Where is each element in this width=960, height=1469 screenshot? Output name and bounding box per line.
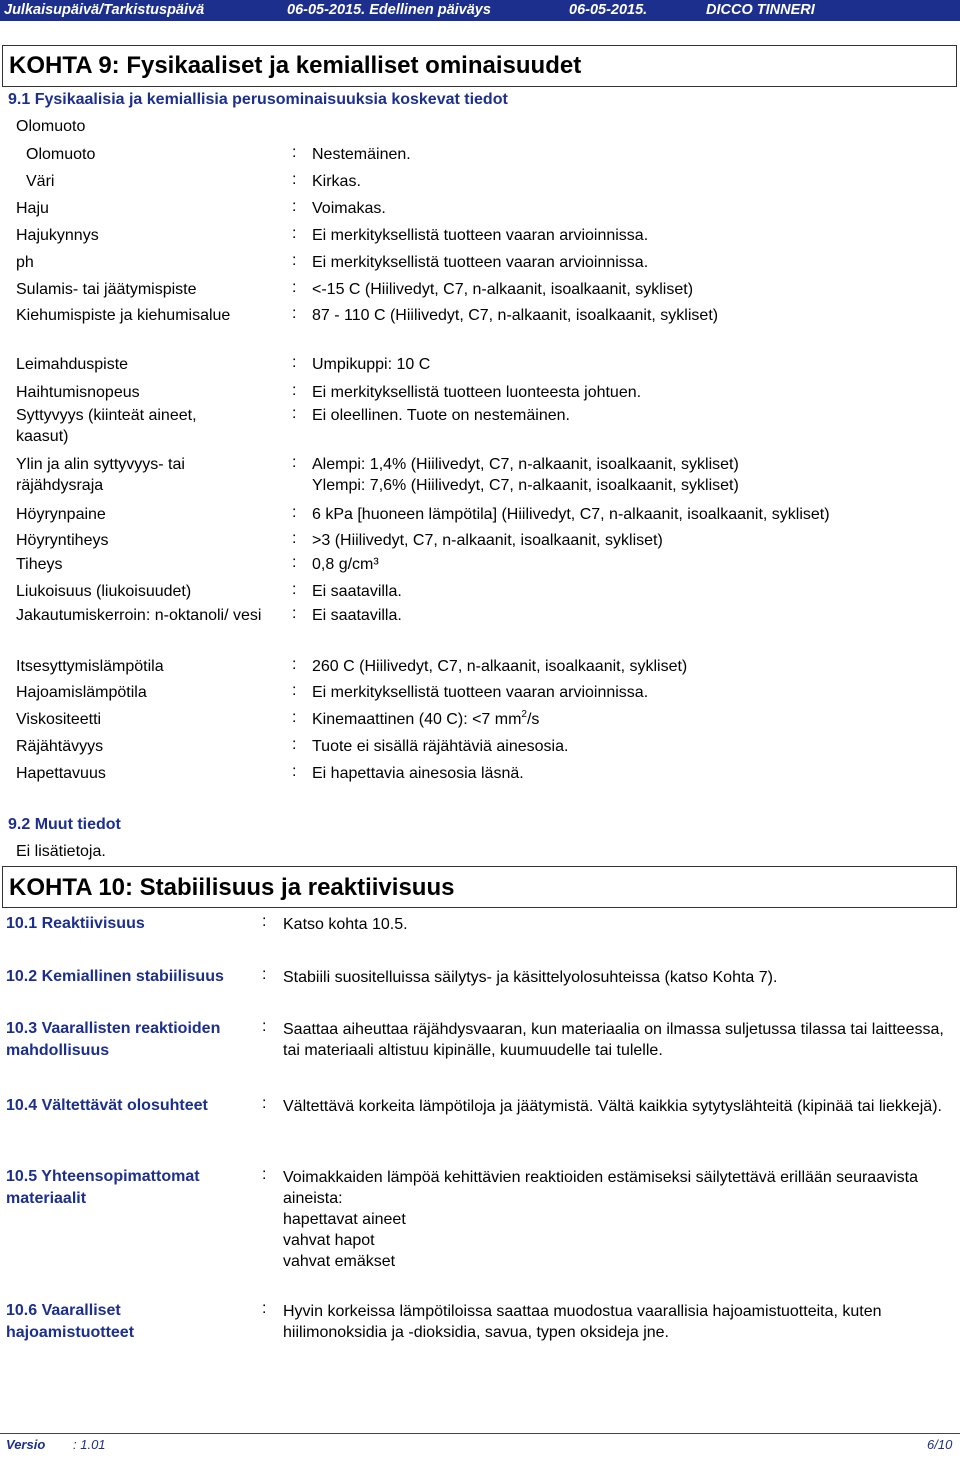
property-label: Haju [16, 200, 49, 217]
property-label: Leimahduspiste [16, 356, 129, 373]
property-label: Haihtumisnopeus [16, 384, 140, 401]
property-value: Nestemäinen. [312, 146, 411, 163]
property-value: 87 - 110 C (Hiilivedyt, C7, n-alkaanit, isoalkaanit, sykliset) [312, 307, 719, 324]
viscosity-value: Kinemaattinen (40 C): <7 mm [312, 711, 522, 728]
property-value: Ei merkityksellistä tuotteen luonteesta johtuen. [312, 384, 642, 401]
colon: : [262, 1300, 267, 1317]
section9-sub1: 9.1 Fysikaalisia ja kemiallisia perusominaisuuksia koskevat tiedot [8, 91, 508, 108]
reactivity-label: 10.3 Vaarallisten reaktioiden mahdollisuus [6, 1020, 221, 1059]
colon: : [292, 656, 297, 673]
colon: : [292, 225, 297, 242]
property-label: Hajoamislämpötila [16, 684, 147, 701]
group-label: Olomuoto [16, 118, 86, 135]
colon: : [292, 763, 297, 780]
reactivity-value: Vältettävä korkeita lämpötiloja ja jäätymistä. Vältä kaikkia sytytyslähteitä (kipinää tai liekkejä). [283, 1098, 942, 1115]
header-product: DICCO TINNERI [706, 2, 815, 18]
colon: : [292, 454, 297, 471]
header-date-label: Julkaisupäivä/Tarkistuspäivä [4, 2, 205, 18]
section10-title-box [2, 866, 957, 908]
section10-title: KOHTA 10: Stabiilisuus ja reaktiivisuus [9, 874, 455, 901]
property-label: Liukoisuus (liukoisuudet) [16, 583, 192, 600]
property-label: Hapettavuus [16, 765, 106, 782]
footer-version-label: Versio [6, 1437, 46, 1452]
colon: : [292, 382, 297, 399]
property-label: Väri [26, 173, 55, 190]
property-value: Ei oleellinen. Tuote on nestemäinen. [312, 407, 570, 424]
property-value: <-15 C (Hiilivedyt, C7, n-alkaanit, isoalkaanit, sykliset) [312, 281, 694, 298]
property-value: Ei merkityksellistä tuotteen vaaran arvioinnissa. [312, 254, 649, 271]
property-label: Olomuoto [26, 146, 96, 163]
colon: : [292, 736, 297, 753]
property-value: Ei merkityksellistä tuotteen vaaran arvioinnissa. [312, 684, 649, 701]
colon: : [292, 530, 297, 547]
colon: : [292, 554, 297, 571]
incompat-item: hapettavat aineet [283, 1211, 406, 1228]
property-value: 6 kPa [huoneen lämpötila] (Hiilivedyt, C7, n-alkaanit, isoalkaanit, sykliset) [312, 506, 830, 523]
incompat-item: vahvat emäkset [283, 1253, 396, 1270]
property-label: Syttyvyys (kiinteät aineet, kaasut) [16, 407, 197, 445]
colon: : [292, 171, 297, 188]
colon: : [292, 144, 297, 161]
colon: : [262, 1095, 267, 1112]
property-label: Sulamis- tai jäätymispiste [16, 281, 197, 298]
colon: : [292, 605, 297, 622]
property-value: Ei hapettavia ainesosia läsnä. [312, 765, 524, 782]
footer-version-value: : 1.01 [73, 1437, 106, 1452]
property-label: Jakautumiskerroin: n-oktanoli/ vesi [16, 607, 262, 624]
property-value: >3 (Hiilivedyt, C7, n-alkaanit, isoalkaanit, sykliset) [312, 532, 663, 549]
footer-divider [0, 1433, 960, 1434]
property-label: Viskositeetti [16, 711, 102, 728]
colon: : [292, 709, 297, 726]
property-label: Höyrynpaine [16, 506, 106, 523]
section9-title: KOHTA 9: Fysikaaliset ja kemialliset ominaisuudet [9, 52, 582, 79]
property-label: Tiheys [16, 556, 63, 573]
colon: : [292, 305, 297, 322]
header-date2: 06-05-2015. [569, 2, 648, 18]
property-label: Räjähtävyys [16, 738, 104, 755]
reactivity-value [283, 1167, 923, 1272]
reactivity-value: Hyvin korkeissa lämpötiloissa saattaa muodostua vaarallisia hajoamistuotteita, kuten hiilimonoksidia ja -dioksidia, savua, typen oksideja jne. [283, 1303, 882, 1341]
viscosity-suffix: /s [526, 711, 540, 728]
header-date1: 06-05-2015. Edellinen päiväys [287, 2, 491, 18]
property-value: Ei merkityksellistä tuotteen vaaran arvioinnissa. [312, 227, 649, 244]
property-value: 260 C (Hiilivedyt, C7, n-alkaanit, isoalkaanit, sykliset) [312, 658, 688, 675]
property-value: Tuote ei sisällä räjähtäviä ainesosia. [312, 738, 569, 755]
property-label: Itsesyttymislämpötila [16, 658, 164, 675]
reactivity-label: 10.5 Yhteensopimattomat materiaalit [6, 1168, 200, 1207]
colon: : [292, 252, 297, 269]
property-value: Ei saatavilla. [312, 583, 402, 600]
reactivity-label: 10.1 Reaktiivisuus [6, 915, 145, 932]
footer-page-number: 6/10 [927, 1437, 953, 1452]
property-value: Alempi: 1,4% (Hiilivedyt, C7, n-alkaanit, isoalkaanit, sykliset) [312, 456, 739, 473]
property-value-2: Ylempi: 7,6% (Hiilivedyt, C7, n-alkaanit, isoalkaanit, sykliset) [312, 477, 739, 494]
incompat-intro: Voimakkaiden lämpöä kehittävien reaktioiden estämiseksi säilytettävä erillään seuraavista aineista: [283, 1169, 918, 1207]
reactivity-label: 10.6 Vaaralliset hajoamistuotteet [6, 1302, 135, 1341]
colon: : [292, 682, 297, 699]
property-value: Kirkas. [312, 173, 361, 190]
property-value: Ei saatavilla. [312, 607, 402, 624]
reactivity-value: Stabiili suositelluissa säilytys- ja käsittelyolosuhteissa (katso Kohta 7). [283, 969, 778, 986]
colon: : [262, 1166, 267, 1183]
colon: : [262, 1018, 267, 1035]
property-label: ph [16, 254, 34, 271]
property-value: 0,8 g/cm³ [312, 556, 379, 573]
section9-sub2: 9.2 Muut tiedot [8, 816, 121, 833]
colon: : [262, 966, 267, 983]
colon: : [292, 405, 297, 422]
section9-title-box [2, 45, 957, 87]
reactivity-value: Saattaa aiheuttaa räjähdysvaaran, kun materiaalia on ilmassa suljetussa tilassa tai laitteessa, tai materiaali altistuu kipinälle, kuumuudelle tai tulelle. [283, 1021, 944, 1059]
colon: : [262, 913, 267, 930]
colon: : [292, 354, 297, 371]
colon: : [292, 504, 297, 521]
property-value [312, 709, 539, 730]
property-value: Voimakas. [312, 200, 386, 217]
property-label: Hajukynnys [16, 227, 99, 244]
property-value: Umpikuppi: 10 C [312, 356, 431, 373]
incompat-item: vahvat hapot [283, 1232, 375, 1249]
property-label: Kiehumispiste ja kiehumisalue [16, 307, 231, 324]
property-label: Ylin ja alin syttyvyys- tai räjähdysraja [16, 456, 185, 494]
reactivity-value: Katso kohta 10.5. [283, 916, 408, 933]
header-bar [0, 0, 960, 21]
colon: : [292, 581, 297, 598]
other-info: Ei lisätietoja. [16, 843, 106, 860]
reactivity-label: 10.4 Vältettävät olosuhteet [6, 1097, 208, 1114]
property-label: Höyryntiheys [16, 532, 109, 549]
viscosity-sup: 2 [521, 708, 527, 720]
colon: : [292, 279, 297, 296]
colon: : [292, 198, 297, 215]
reactivity-label: 10.2 Kemiallinen stabiilisuus [6, 968, 224, 985]
